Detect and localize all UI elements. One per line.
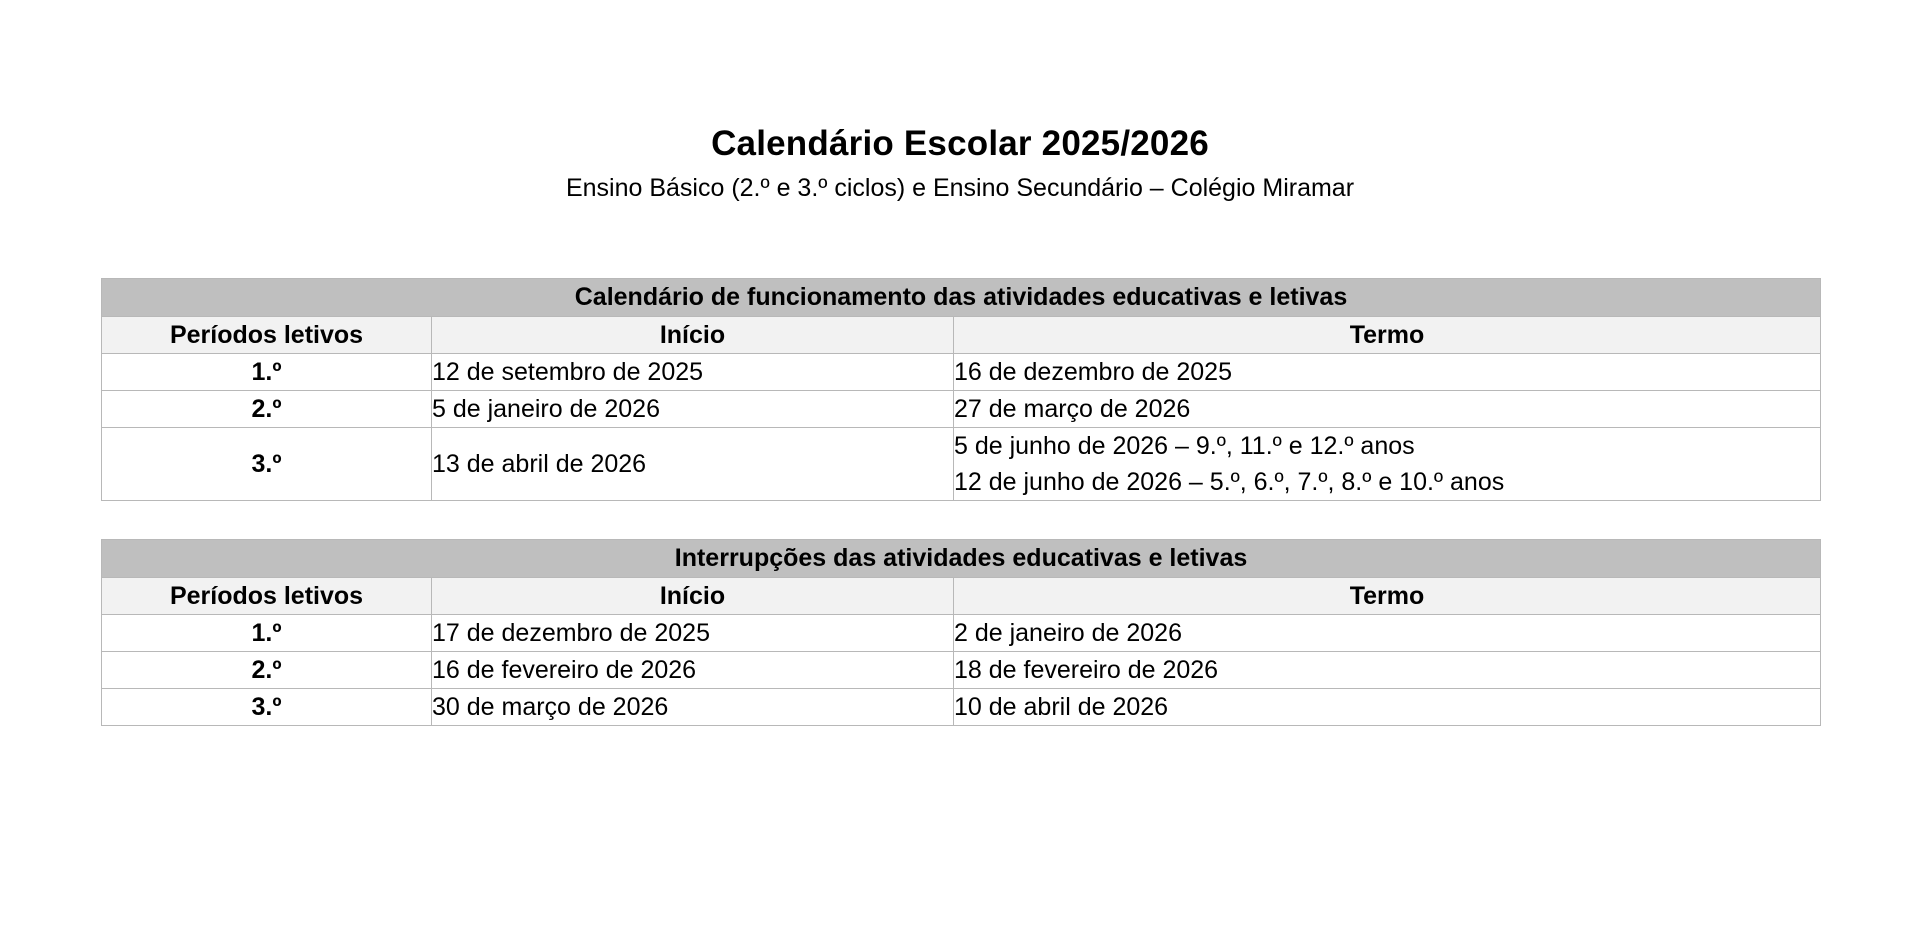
table-row	[102, 652, 1821, 689]
end-date-line: 10 de abril de 2026	[954, 693, 1169, 721]
table-row	[102, 615, 1821, 652]
interrupcoes-header-row	[102, 578, 1821, 615]
funcionamento-table	[101, 278, 1821, 501]
end-date-line: 2 de janeiro de 2026	[954, 619, 1182, 647]
column-header-inicio: Início	[432, 578, 954, 615]
table-row	[102, 391, 1821, 428]
end-date-cell	[954, 689, 1821, 726]
document-subtitle: Ensino Básico (2.º e 3.º ciclos) e Ensino Secundário – Colégio Miramar	[565, 174, 1355, 202]
table-row	[102, 428, 1821, 501]
column-header-periodos: Períodos letivos	[102, 578, 432, 615]
interrupcoes-table	[101, 539, 1821, 726]
period-cell: 3.º	[102, 689, 432, 726]
start-date-cell: 30 de março de 2026	[432, 689, 954, 726]
end-date-line: 12 de junho de 2026 – 5.º, 6.º, 7.º, 8.º e 10.º anos	[954, 468, 1505, 496]
end-date-cell	[954, 615, 1821, 652]
end-date-cell	[954, 428, 1821, 501]
period-cell: 2.º	[102, 391, 432, 428]
funcionamento-banner: Calendário de funcionamento das atividades educativas e letivas	[102, 279, 1821, 317]
funcionamento-header-row	[102, 317, 1821, 354]
start-date-cell: 13 de abril de 2026	[432, 428, 954, 501]
end-date-cell	[954, 652, 1821, 689]
document-title: Calendário Escolar 2025/2026	[711, 124, 1209, 163]
period-cell: 1.º	[102, 354, 432, 391]
column-header-termo: Termo	[954, 578, 1821, 615]
end-date-line: 27 de março de 2026	[954, 395, 1191, 423]
interrupcoes-banner: Interrupções das atividades educativas e letivas	[102, 540, 1821, 578]
end-date-line: 5 de junho de 2026 – 9.º, 11.º e 12.º anos	[954, 432, 1415, 460]
column-header-termo: Termo	[954, 317, 1821, 354]
funcionamento-banner-row	[102, 279, 1821, 317]
start-date-cell: 5 de janeiro de 2026	[432, 391, 954, 428]
end-date-line: 16 de dezembro de 2025	[954, 358, 1232, 386]
start-date-cell: 17 de dezembro de 2025	[432, 615, 954, 652]
end-date-cell	[954, 354, 1821, 391]
table-row	[102, 689, 1821, 726]
column-header-periodos: Períodos letivos	[102, 317, 432, 354]
interrupcoes-banner-row	[102, 540, 1821, 578]
period-cell: 3.º	[102, 428, 432, 501]
start-date-cell: 12 de setembro de 2025	[432, 354, 954, 391]
end-date-line: 18 de fevereiro de 2026	[954, 656, 1219, 684]
table-row	[102, 354, 1821, 391]
column-header-inicio: Início	[432, 317, 954, 354]
start-date-cell: 16 de fevereiro de 2026	[432, 652, 954, 689]
period-cell: 2.º	[102, 652, 432, 689]
end-date-cell	[954, 391, 1821, 428]
period-cell: 1.º	[102, 615, 432, 652]
